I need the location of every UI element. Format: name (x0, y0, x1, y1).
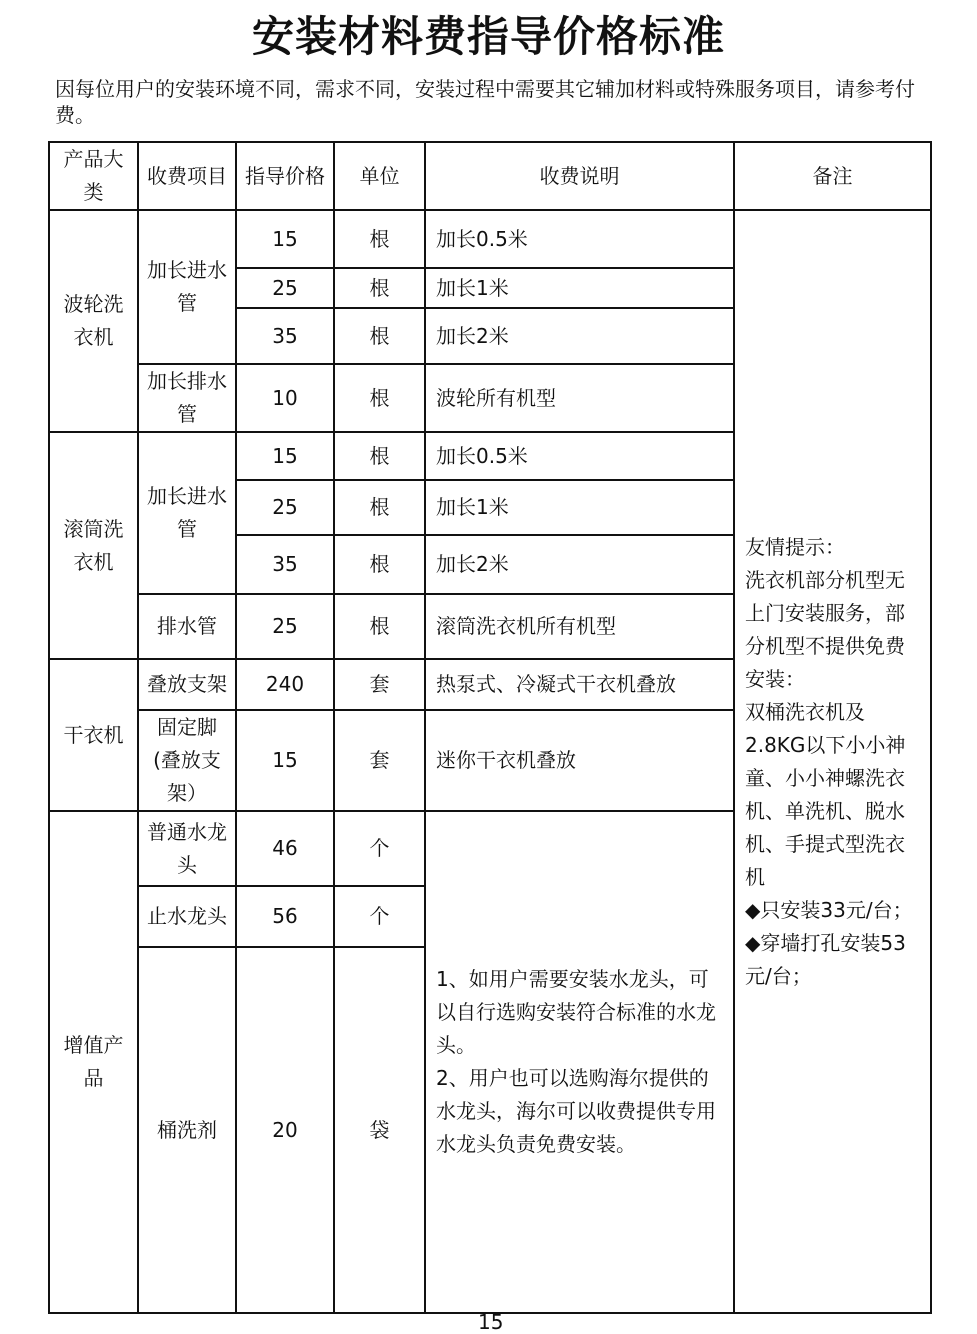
unit-cell: 个 (334, 811, 425, 886)
faucet-desc-cell (425, 811, 734, 1313)
desc-cell: 滚筒洗衣机所有机型 (425, 594, 734, 659)
unit-cell: 根 (334, 432, 425, 480)
faucet-desc-line: 1、如用户需要安装水龙头，可以自行选购安装符合标准的水龙头。 (436, 967, 716, 1057)
remark-line: 洗衣机部分机型无上门安装服务，部分机型不提供免费安装： (745, 567, 905, 691)
page-number: 15 (478, 1310, 504, 1334)
remark-line: ◆穿墙打孔安装53元/台； (745, 930, 906, 988)
item-cell: 桶洗剂 (138, 947, 236, 1313)
price-cell: 15 (236, 432, 334, 480)
item-cell: 止水龙头 (138, 886, 236, 947)
unit-cell: 套 (334, 710, 425, 811)
price-cell: 240 (236, 659, 334, 710)
header-unit: 单位 (334, 142, 425, 210)
unit-cell: 个 (334, 886, 425, 947)
page-title: 安装材料费指导价格标准 (251, 12, 725, 61)
price-cell: 25 (236, 480, 334, 535)
category-cell: 干衣机 (49, 659, 138, 811)
item-cell: 普通水龙头 (138, 811, 236, 886)
header-item: 收费项目 (138, 142, 236, 210)
price-cell: 25 (236, 268, 334, 308)
remark-line: 友情提示： (745, 534, 845, 559)
item-cell: 加长进水管 (138, 210, 236, 364)
unit-cell: 袋 (334, 947, 425, 1313)
desc-cell: 波轮所有机型 (425, 364, 734, 432)
desc-cell: 加长2米 (425, 535, 734, 594)
price-cell: 25 (236, 594, 334, 659)
item-cell: 加长排水管 (138, 364, 236, 432)
desc-cell: 加长2米 (425, 308, 734, 364)
header-description: 收费说明 (425, 142, 734, 210)
price-cell: 46 (236, 811, 334, 886)
header-category: 产品大类 (49, 142, 138, 210)
faucet-desc-line: 2、用户也可以选购海尔提供的水龙头，海尔可以收费提供专用水龙头负责免费安装。 (436, 1066, 716, 1156)
desc-cell: 加长1米 (425, 268, 734, 308)
unit-cell: 根 (334, 364, 425, 432)
price-cell: 10 (236, 364, 334, 432)
desc-cell: 加长1米 (425, 480, 734, 535)
unit-cell: 根 (334, 480, 425, 535)
unit-cell: 套 (334, 659, 425, 710)
remark-cell (734, 210, 931, 1313)
remark-line: 双桶洗衣机及2.8KG以下小小神童、小小神螺洗衣机、单洗机、脱水机、手提式型洗衣机 (745, 699, 906, 889)
desc-cell: 迷你干衣机叠放 (425, 710, 734, 811)
desc-cell: 热泵式、冷凝式干衣机叠放 (425, 659, 734, 710)
price-cell: 35 (236, 308, 334, 364)
item-cell: 加长进水管 (138, 432, 236, 594)
price-cell: 35 (236, 535, 334, 594)
item-cell: 固定脚(叠放支架） (138, 710, 236, 811)
unit-cell: 根 (334, 535, 425, 594)
price-cell: 15 (236, 210, 334, 268)
unit-cell: 根 (334, 210, 425, 268)
table-header-row (49, 142, 931, 210)
table-row (49, 210, 931, 268)
header-remark: 备注 (734, 142, 931, 210)
price-table (48, 141, 932, 1314)
item-cell: 排水管 (138, 594, 236, 659)
category-cell: 增值产品 (49, 811, 138, 1313)
unit-cell: 根 (334, 268, 425, 308)
category-cell: 波轮洗衣机 (49, 210, 138, 432)
price-cell: 15 (236, 710, 334, 811)
unit-cell: 根 (334, 594, 425, 659)
price-cell: 20 (236, 947, 334, 1313)
header-price: 指导价格 (236, 142, 334, 210)
intro-text: 因每位用户的安装环境不同，需求不同，安装过程中需要其它辅加材料或特殊服务项目，请参考付费。 (55, 77, 915, 127)
unit-cell: 根 (334, 308, 425, 364)
desc-cell: 加长0.5米 (425, 210, 734, 268)
item-cell: 叠放支架 (138, 659, 236, 710)
remark-line: ◆只安装33元/台； (745, 897, 913, 922)
price-cell: 56 (236, 886, 334, 947)
desc-cell: 加长0.5米 (425, 432, 734, 480)
category-cell: 滚筒洗衣机 (49, 432, 138, 659)
